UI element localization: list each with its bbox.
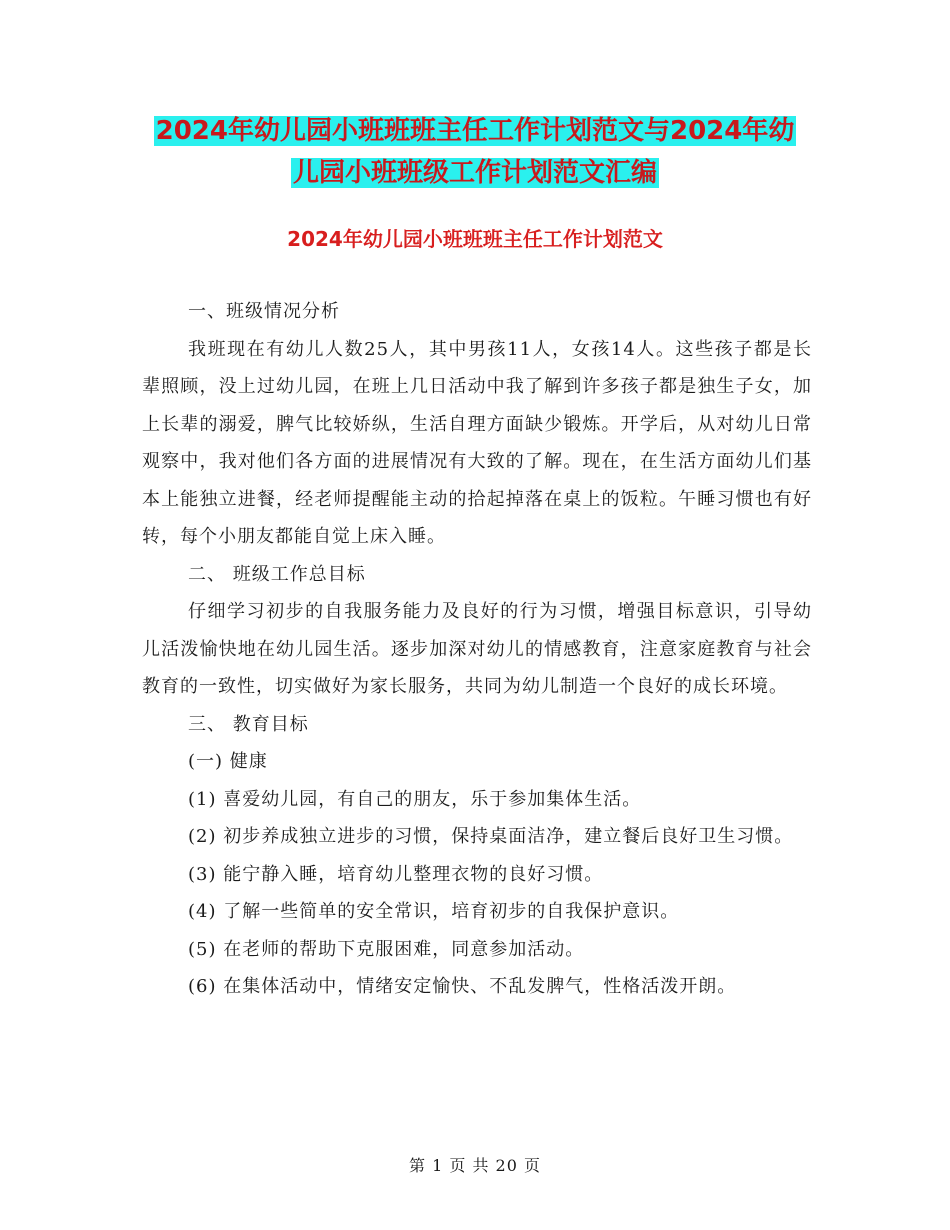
subheading-health: (一) 健康 — [188, 751, 268, 772]
paragraph-overall-goals: 仔细学习初步的自我服务能力及良好的行为习惯，增强目标意识，引导幼儿活泼愉快地在幼儿园生活。逐步加深对幼儿的情感教育，注意家庭教育与社会教育的一致性，切实做好为家长服务，共同为幼儿制造一个良好的成长环境。 — [142, 601, 812, 697]
heading-education-goals: 三、 教育目标 — [188, 713, 309, 735]
page-footer: 第 1 页 共 20 页 — [409, 1156, 541, 1175]
heading-overall-goals: 二、 班级工作总目标 — [188, 563, 366, 585]
heading-class-analysis: 一、班级情况分析 — [188, 301, 340, 322]
section-title: 2024年幼儿园小班班班主任工作计划范文 — [287, 227, 663, 251]
list-item: (4) 了解一些简单的安全常识，培育初步的自我保护意识。 — [188, 901, 680, 922]
paragraph-class-analysis: 我班现在有幼儿人数25人，其中男孩11人，女孩14人。这些孩子都是长辈照顾，没上过幼儿园，在班上几日活动中我了解到许多孩子都是独生子女，加上长辈的溺爱，脾气比较娇纵，生活自理方面缺少锻炼。开学后，从对幼儿日常观察中，我对他们各方面的进展情况有大致的了解。现在，在生活方面幼儿们基本上能独立进餐，经老师提醒能主动的拾起掉落在桌上的饭粒。午睡习惯也有好转，每个小朋友都能自觉上床入睡。 — [142, 338, 812, 547]
list-item: (6) 在集体活动中，情绪安定愉快、不乱发脾气，性格活泼开朗。 — [188, 976, 737, 997]
list-item: (1) 喜爱幼儿园，有自己的朋友，乐于参加集体生活。 — [188, 788, 642, 810]
list-item: (3) 能宁静入睡，培育幼儿整理衣物的良好习惯。 — [188, 863, 604, 885]
document-body — [142, 293, 812, 1006]
list-item: (2) 初步养成独立进步的习惯，保持桌面洁净，建立餐后良好卫生习惯。 — [188, 826, 794, 847]
list-item: (5) 在老师的帮助下克服困难，同意参加活动。 — [188, 938, 585, 960]
document-title-line-2: 儿园小班班级工作计划范文汇编 — [292, 158, 657, 188]
document-title-line-1: 2024年幼儿园小班班班主任工作计划范文与2024年幼 — [155, 116, 795, 146]
